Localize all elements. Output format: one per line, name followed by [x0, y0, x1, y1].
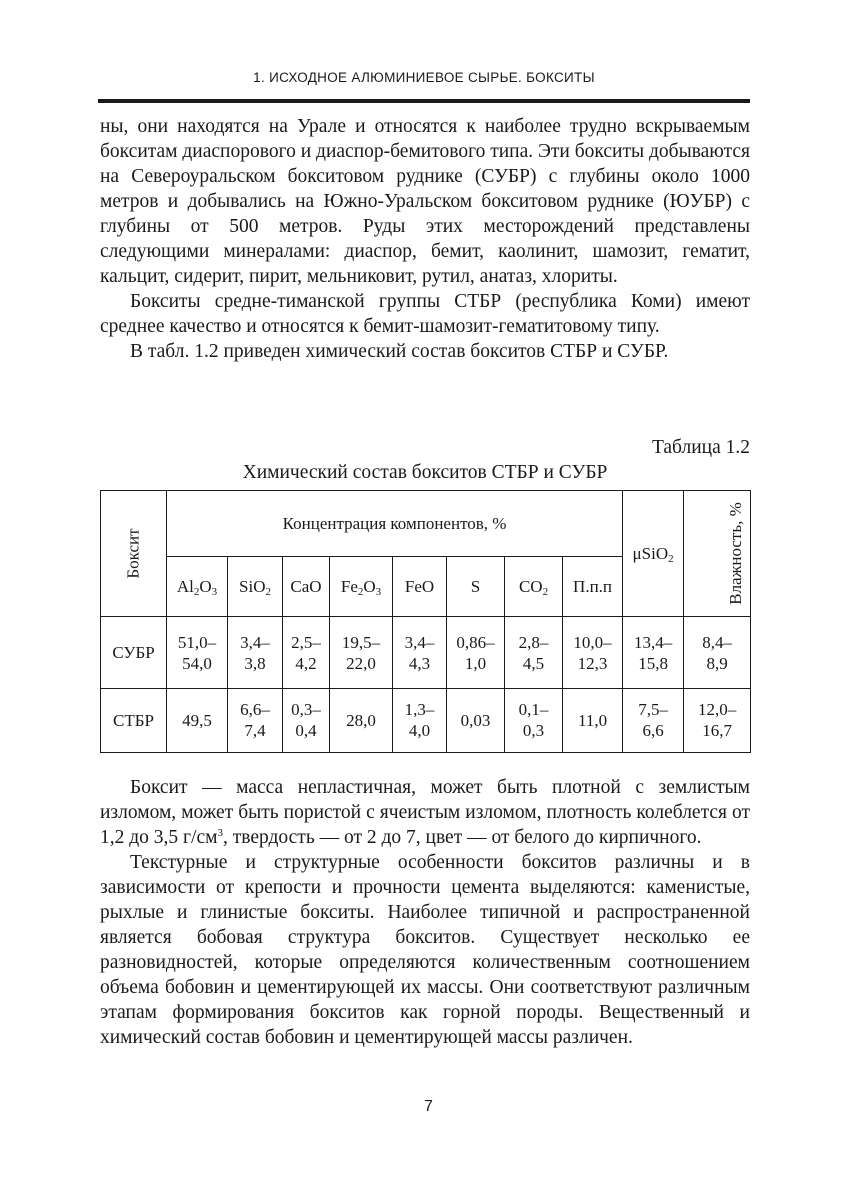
table-cell: 12,0– 16,7 — [684, 688, 751, 752]
table-cell: 7,5– 6,6 — [623, 688, 684, 752]
table-cell: 0,1– 0,3 — [505, 688, 563, 752]
table-cell: 0,3– 0,4 — [283, 688, 330, 752]
composition-table — [100, 490, 751, 753]
table-number: Таблица 1.2 — [651, 437, 750, 458]
header-concentration: Концентрация компонентов, % — [167, 491, 623, 557]
table-cell: 2,5– 4,2 — [283, 617, 330, 688]
running-header: 1. ИСХОДНОЕ АЛЮМИНИЕВОЕ СЫРЬЕ. БОКСИТЫ — [253, 70, 595, 85]
header-feo: FeO — [393, 557, 447, 617]
table-cell: 3,4– 3,8 — [228, 617, 283, 688]
table-cell: 49,5 — [167, 688, 228, 752]
header-sio2: SiO$_2$ — [228, 557, 283, 617]
row-name: СУБР — [101, 617, 167, 688]
table-cell: 0,86– 1,0 — [447, 617, 505, 688]
table-cell: 11,0 — [563, 688, 623, 752]
table-cell: 51,0– 54,0 — [167, 617, 228, 688]
top-text — [100, 114, 750, 364]
table-cell: 8,4– 8,9 — [684, 617, 751, 688]
paragraph-texture: Текстурные и структурные особенности бокситов различны и в зависимости от крепости и прочности цемента выделяются: каменистые, рыхлые и глинистые бокситы. Наиболее типичной и распространенной является бобовая структура бокситов. Существует несколько ее разновидностей, которые определяются количественным соотношением объема бобовин и цементирующей их массы. Они соответствуют различным этапам формирования бокситов как горной породы. Вещественный и химический состав бобовин и цементирующей массы различен. — [100, 852, 750, 1048]
header-co2: $CO_2$ — [505, 557, 563, 617]
header-s: S — [447, 557, 505, 617]
bottom-text — [100, 775, 750, 1050]
header-ppp: П.п.п — [563, 557, 623, 617]
table-cell: 13,4– 15,8 — [623, 617, 684, 688]
table-cell: 3,4– 4,3 — [393, 617, 447, 688]
header-fe2o3: $Fe_2O_3$ — [330, 557, 393, 617]
header-msio2: μSiO$_2$ — [623, 491, 684, 617]
header-moisture: Влажность, % — [684, 491, 751, 617]
table-row — [101, 617, 751, 688]
table-cell: 6,6– 7,4 — [228, 688, 283, 752]
table-cell: 28,0 — [330, 688, 393, 752]
header-cao: CaO — [283, 557, 330, 617]
table-cell: 19,5– 22,0 — [330, 617, 393, 688]
table-cell: 0,03 — [447, 688, 505, 752]
paragraph-ural-deposits: ны, они находятся на Урале и относятся к наиболее трудно вскрываемым бокситам диаспорового и диаспор-бемитового типа. Эти бокситы добываются на Североуральском бокситовом руднике (СУБР) с глубины около 1000 метров и добывались на Южно-Уральском бокситовом руднике (ЮУБР) с глубины от 500 метров. Руды этих месторождений представлены следующими минералами: диаспор, бемит, каолинит, шамозит, гематит, кальцит, сидерит, пирит, мельниковит, рутил, анатаз, хлориты. — [100, 116, 750, 287]
table-title: Химический состав бокситов СТБР и СУБР — [242, 462, 608, 483]
header-rule — [98, 99, 750, 103]
row-name: СТБР — [101, 688, 167, 752]
table-cell: 2,8– 4,5 — [505, 617, 563, 688]
table-cell: 10,0– 12,3 — [563, 617, 623, 688]
paragraph-stbr: Бокситы средне-тиманской группы СТБР (республика Коми) имеют среднее качество и относятся к бемит-шамозит-гематитовому типу. — [100, 291, 750, 337]
paragraph-table-reference: В табл. 1.2 приведен химический состав бокситов СТБР и СУБР. — [130, 341, 669, 362]
paragraph-density: Боксит — масса непластичная, может быть плотной с землистым изломом, может быть пористой с ячеистым изломом, плотность колеблется от 1,2 до 3,5 $г/см^3$, твердость — от 2 до 7, цвет — от белого до кирпичного. — [100, 777, 750, 848]
header-bauxite: Боксит — [101, 491, 167, 617]
header-al2o3: $Al_2O_3$ — [167, 557, 228, 617]
page-number: 7 — [424, 1098, 433, 1115]
table-row — [101, 688, 751, 752]
table-cell: 1,3– 4,0 — [393, 688, 447, 752]
